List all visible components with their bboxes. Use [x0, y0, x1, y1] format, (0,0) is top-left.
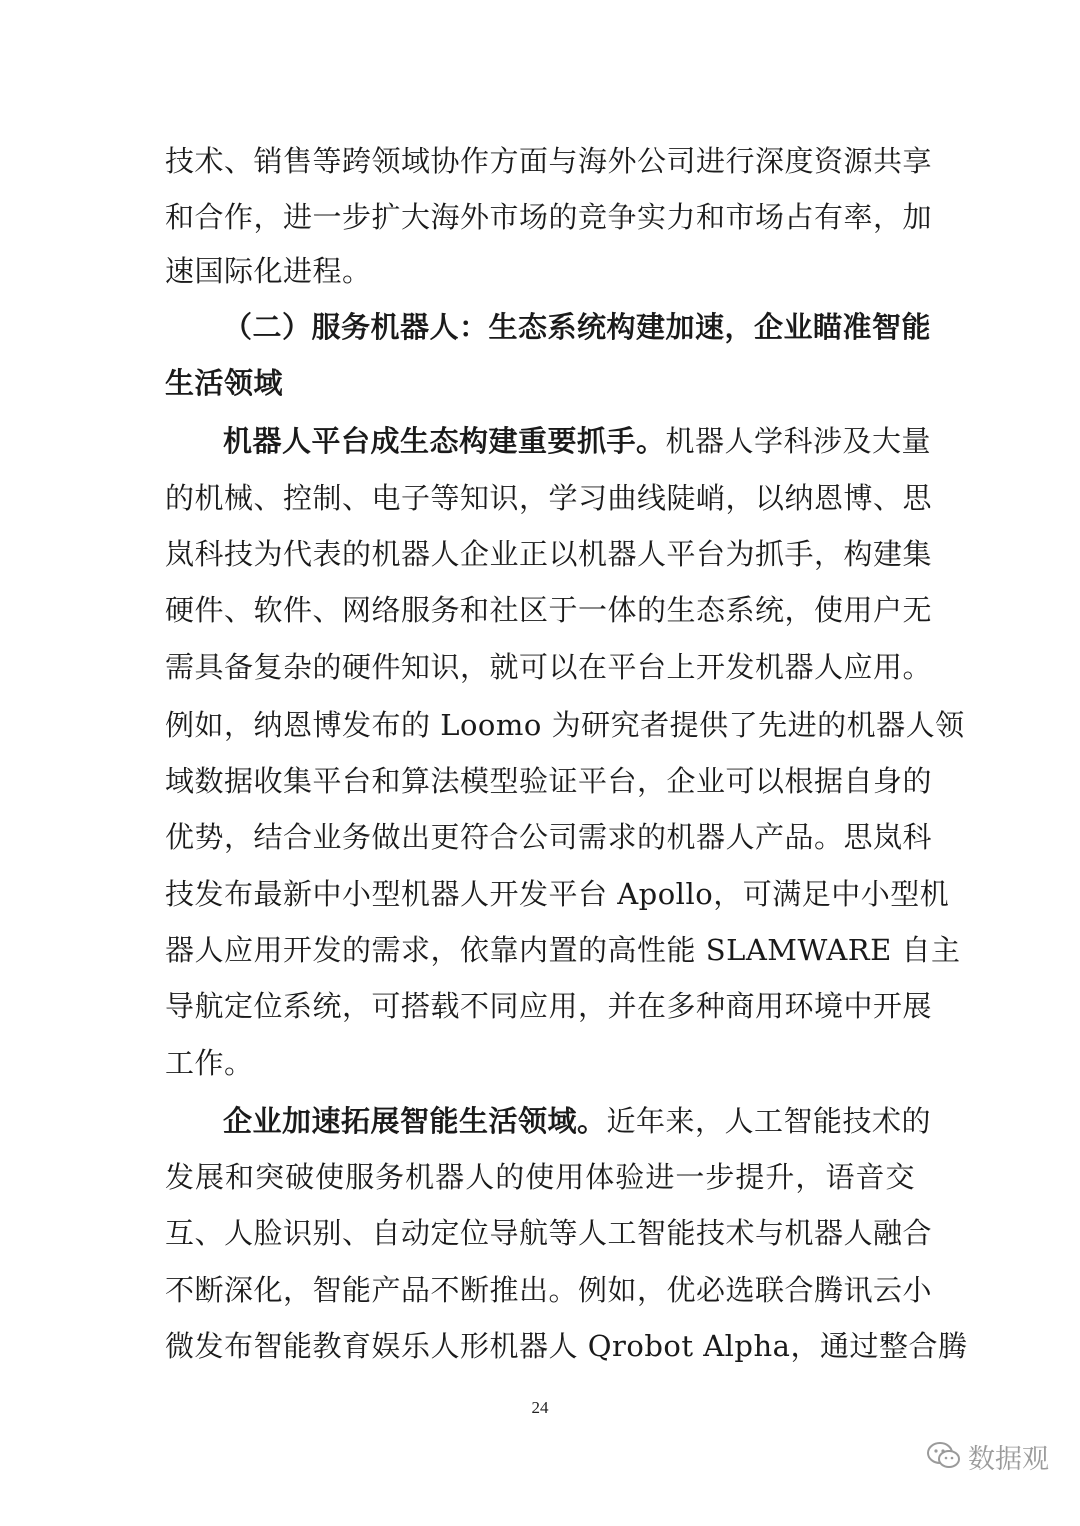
paragraph-2-lead: 企业加速拓展智能生活领域。: [223, 1104, 607, 1138]
line-1: 技术、销售等跨领域协作方面与海外公司进行深度资源共享: [165, 144, 933, 178]
paragraph-2-first-line: [223, 1099, 932, 1143]
line-17: 工作。: [165, 1046, 254, 1080]
line-22: 微发布智能教育娱乐人形机器人 Qrobot Alpha，通过整合腾: [165, 1329, 968, 1363]
page-number: 24: [531, 1398, 549, 1417]
line-8: 岚科技为代表的机器人企业正以机器人平台为抓手，构建集: [165, 537, 933, 571]
line-16: 导航定位系统，可搭载不同应用，并在多种商用环境中开展: [165, 989, 933, 1023]
line-2: 和合作，进一步扩大海外市场的竞争实力和市场占有率，加: [165, 200, 933, 234]
line-19: 发展和突破使服务机器人的使用体验进一步提升，语音交: [165, 1160, 915, 1194]
line-7: 的机械、控制、电子等知识，学习曲线陡峭，以纳恩博、思: [165, 481, 933, 515]
watermark: [926, 1436, 1049, 1476]
line-9: 硬件、软件、网络服务和社区于一体的生态系统，使用户无: [165, 593, 933, 627]
paragraph-1-first-line: [223, 419, 932, 463]
line-11: 例如，纳恩博发布的 Loomo 为研究者提供了先进的机器人领: [165, 708, 965, 742]
section-heading-line-2: 生活领域: [165, 366, 284, 400]
line-13: 优势，结合业务做出更符合公司需求的机器人产品。思岚科: [165, 820, 933, 854]
line-12: 域数据收集平台和算法模型验证平台，企业可以根据自身的: [165, 764, 933, 798]
paragraph-1-lead: 机器人平台成生态构建重要抓手。: [223, 424, 666, 458]
paragraph-1-text: 机器人学科涉及大量: [665, 424, 932, 458]
line-14: 技发布最新中小型机器人开发平台 Apollo，可满足中小型机: [165, 877, 950, 911]
line-3: 速国际化进程。: [165, 254, 372, 288]
paragraph-2-text: 近年来，人工智能技术的: [606, 1104, 932, 1138]
section-heading-line-1: （二）服务机器人：生态系统构建加速，企业瞄准智能: [223, 310, 932, 344]
line-21: 不断深化，智能产品不断推出。例如，优必选联合腾讯云小: [165, 1273, 933, 1307]
wechat-icon: [926, 1440, 962, 1472]
line-15: 器人应用开发的需求，依靠内置的高性能 SLAMWARE 自主: [165, 933, 961, 967]
line-20: 互、人脸识别、自动定位导航等人工智能技术与机器人融合: [165, 1216, 933, 1250]
line-10: 需具备复杂的硬件知识，就可以在平台上开发机器人应用。: [165, 650, 933, 684]
watermark-text: 数据观: [968, 1443, 1049, 1475]
